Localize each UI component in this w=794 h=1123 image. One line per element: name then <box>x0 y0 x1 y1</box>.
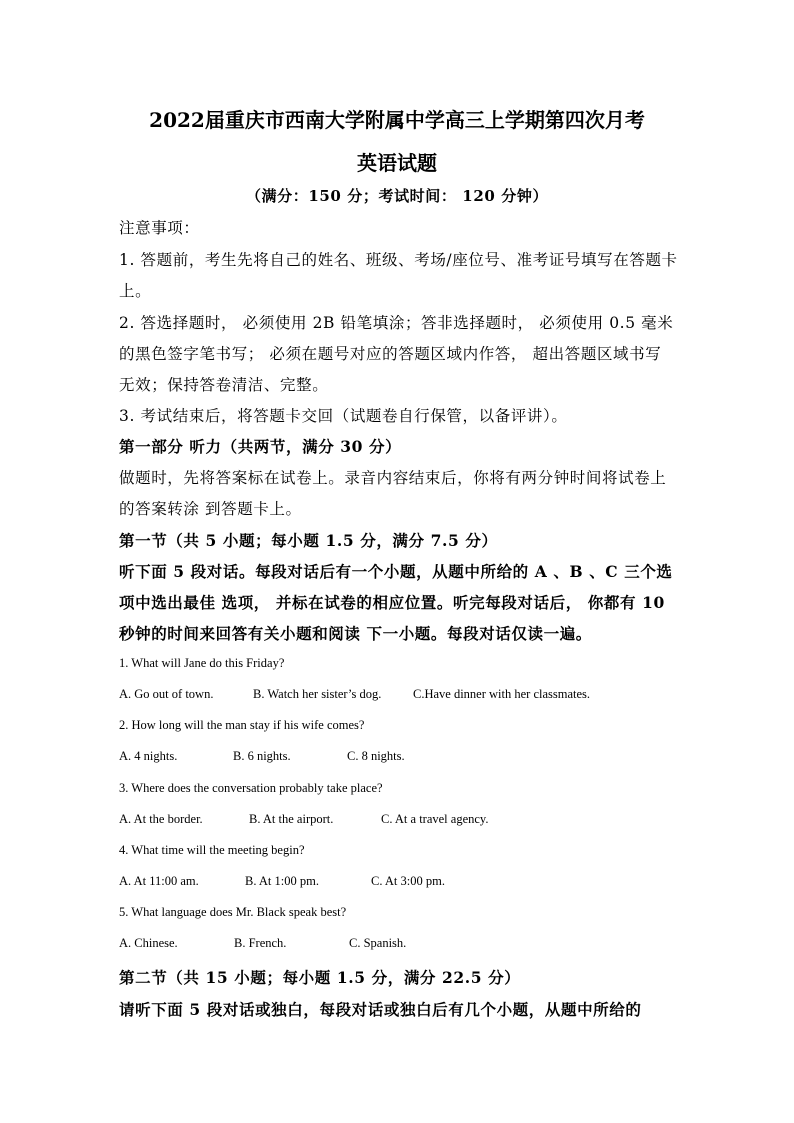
exam-title: 2022届重庆市西南大学附属中学高三上学期第四次月考 <box>149 108 645 132</box>
section1-instruction-3: 秒钟的时间来回答有关小题和阅读 下一小题。每段对话仅读一遍。 <box>119 624 592 643</box>
part1-intro-line-1: 做题时，先将答案标在试卷上。录音内容结束后，你将有两分钟时间将试卷上 <box>119 469 667 487</box>
section1-instruction-2: 项中选出最佳 选项， 并标在试卷的相应位置。听完每段对话后， 你都有 10 <box>119 593 665 612</box>
question-2: 2. How long will the man stay if his wife comes? <box>119 718 365 732</box>
section1-instruction-1: 听下面 5 段对话。每段对话后有一个小题，从题中所给的 A 、B 、C 三个选 <box>119 562 673 581</box>
question-5: 5. What language does Mr. Black speak best? <box>119 905 347 919</box>
q3-option-b: B. At the airport. <box>249 812 334 826</box>
notice-line-1: 1. 答题前，考生先将自己的姓名、班级、考场/座位号、准考证号填写在答题卡 <box>119 251 678 269</box>
question-5-options <box>119 936 406 951</box>
part1-intro-line-2: 的答案转涂 到答题卡上。 <box>119 500 302 518</box>
notice-line-3: 2. 答选择题时， 必须使用 2B 铅笔填涂；答非选择题时， 必须使用 0.5 毫米 <box>119 314 674 332</box>
notice-line-2: 上。 <box>119 282 152 300</box>
q1-option-c: C.Have dinner with her classmates. <box>413 687 591 701</box>
question-4-options <box>119 874 445 889</box>
q1-option-a: A. Go out of town. <box>119 687 214 701</box>
q5-option-a: A. Chinese. <box>119 936 178 950</box>
q4-option-a: A. At 11:00 am. <box>119 874 199 888</box>
exam-subtitle: 英语试题 <box>357 151 437 175</box>
q2-option-b: B. 6 nights. <box>233 749 291 763</box>
q4-option-c: C. At 3:00 pm. <box>371 874 445 888</box>
q2-option-a: A. 4 nights. <box>119 749 178 763</box>
q2-option-c: C. 8 nights. <box>347 749 405 763</box>
score-time-info: （满分：150 分；考试时间： 120 分钟） <box>245 187 549 205</box>
q4-option-b: B. At 1:00 pm. <box>245 874 319 888</box>
q5-option-b: B. French. <box>234 936 287 950</box>
notice-heading: 注意事项： <box>119 219 200 237</box>
question-3-options <box>119 812 488 827</box>
q1-option-b: B. Watch her sister’s dog. <box>253 687 382 701</box>
notice-line-4: 的黑色签字笔书写； 必须在题号对应的答题区域内作答， 超出答题区域书写 <box>119 345 662 363</box>
part1-heading: 第一部分 听力（共两节，满分 30 分） <box>119 437 402 456</box>
question-1: 1. What will Jane do this Friday? <box>119 656 285 670</box>
question-2-options <box>119 749 405 764</box>
q3-option-c: C. At a travel agency. <box>381 812 489 826</box>
q5-option-c: C. Spanish. <box>349 936 407 950</box>
notice-line-6: 3. 考试结束后，将答题卡交回（试题卷自行保管，以备评讲）。 <box>119 407 568 425</box>
q3-option-a: A. At the border. <box>119 812 203 826</box>
question-1-options <box>119 687 590 702</box>
question-4: 4. What time will the meeting begin? <box>119 843 305 857</box>
section1-heading: 第一节（共 5 小题；每小题 1.5 分，满分 7.5 分） <box>119 531 498 550</box>
notice-line-5: 无效；保持答卷清洁、完整。 <box>119 376 329 394</box>
section2-instruction-1: 请听下面 5 段对话或独白，每段对话或独白后有几个小题，从题中所给的 <box>119 1000 642 1019</box>
section2-heading: 第二节（共 15 小题；每小题 1.5 分，满分 22.5 分） <box>119 968 521 987</box>
question-3: 3. Where does the conversation probably take place? <box>119 781 383 795</box>
